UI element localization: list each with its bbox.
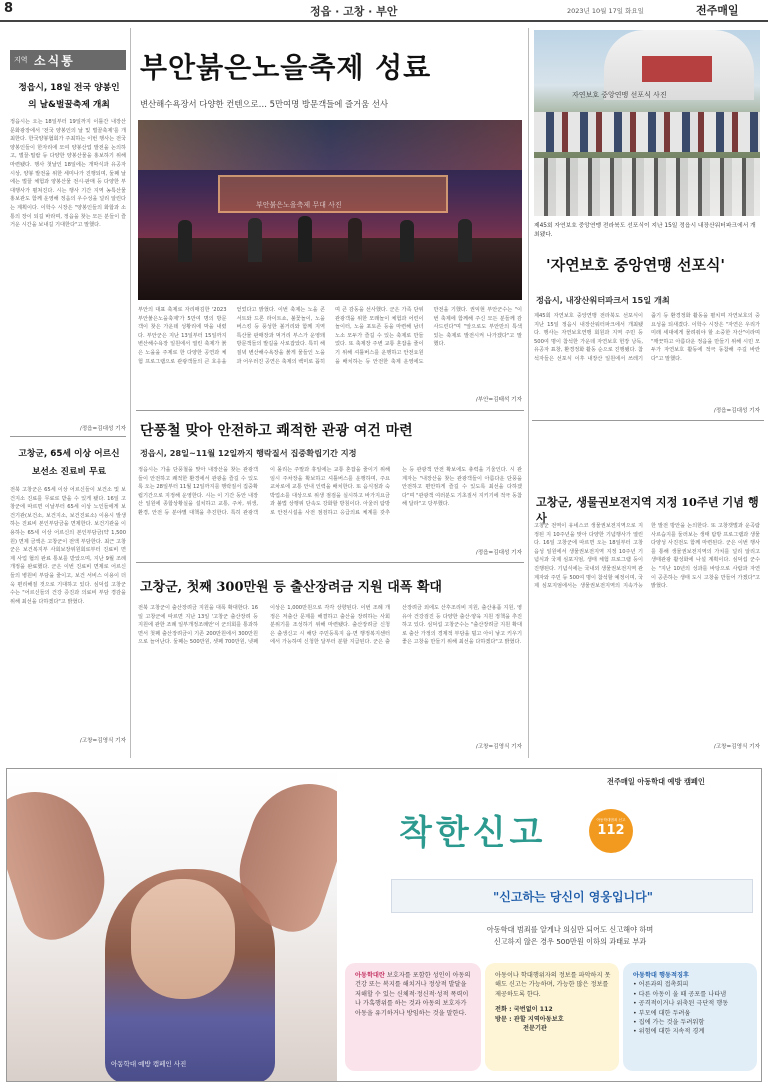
sidebar-tag-region: 지역 <box>14 56 28 64</box>
ad-box3-title: 아동학대 행동적징후 <box>633 972 689 979</box>
birth-body: 전북 고창군이 출산장려금 지원을 대폭 확대한다. 16일 고창군에 따르면 지난 13일 '고창군 출산장려 등 지원에 관한 조례 일부개정조례안'이 군의회를 통과하면서 첫째 출산장려금이 기존 200만원에서 300만원으로 늘어난다. 둘째는 500만원, 셋째 700만원, 넷째 이상은 1,000만원으로 각각 상향된다. 이번 조례 개정은 저출산 문제를 해결하고 출산을 장려하는 사회 분위기를 조성하기 위해 마련됐다. 출산장려금 신청은 출생신고 시 해당 주민등록지 읍·면 행정복지센터에서 가능하며 신청한 달부터 분할 지급된다. 군은 출산장려금 외에도 산후조리비 지원, 출산용품 지원, 영유아 건강검진 등 다양한 출산·양육 지원 정책을 추진하고 있다. 심덕섭 고창군수는 "출산장려금 지원 확대로 출산 가정의 경제적 부담을 덜고 아이 낳고 키우기 좋은 고창을 만들기 위해 최선을 다하겠다"고 밝혔다. <box>138 605 522 646</box>
ad-box3-item: • 부모에 대한 두려움 <box>633 1009 691 1017</box>
ad-logo: 착한신고 <box>399 813 547 853</box>
tourism-credit: /정읍=김대성 기자 <box>475 550 522 556</box>
ad-box2-visit-1: 방문 : 관할 지역아동보호 <box>495 1015 564 1023</box>
masthead <box>0 0 768 20</box>
ad-box-signs <box>623 963 757 1071</box>
gochang-headline: 고창군, 생물권보전지역 지정 10주년 기념 행사 <box>536 495 759 525</box>
nature-credit: /정읍=김대성 기자 <box>713 408 760 414</box>
birth-credit: /고창=김영식 기자 <box>475 744 522 750</box>
brief1-credit: /정읍=김대성 기자 <box>79 426 126 432</box>
ad-box2-visit-2: 전문기관 <box>523 1025 547 1033</box>
paper-name: 전주매일 <box>696 4 739 17</box>
right-column-divider <box>528 28 529 758</box>
sidebar-tag-title: 소식통 <box>34 54 75 68</box>
nature-caption: 제45회 자연보호 중앙연맹 전라북도 선포식이 지난 15일 정읍시 내장산워터파크에서 개최됐다. <box>534 223 756 238</box>
nature-subhead: 정읍시, 내장산워터파크서 15일 개최 <box>536 295 670 305</box>
ad-top-right: 전주매일 아동학대 예방 캠페인 <box>607 777 705 786</box>
issue-date: 2023년 10월 17일 화요일 <box>567 7 644 15</box>
main-body: 부안의 대표 축제로 자리매김한 '2023 부안붉은노을축제'가 5만여 명의 방문객이 찾은 가운데 성황리에 막을 내렸다. 부안군은 지난 13일부터 15일까지 변산해수욕장 일원에서 열린 축제가 붉은 노을을 주제로 한 다양한 공연과 체험 프로그램으로 관광객들의 큰 호응을 얻었다고 밝혔다. 이번 축제는 노을 콘서트와 드론 라이트쇼, 불꽃놀이, 노을 버스킹 등 풍성한 볼거리와 함께 지역 특산물 판매장과 먹거리 부스가 운영돼 방문객들의 발길을 사로잡았다. 특히 해질녘 변산해수욕장을 붉게 물들인 노을과 어우러진 공연은 축제의 백미로 꼽히며 큰 감동을 선사했다. 군은 가족 단위 관광객을 위한 모래놀이 체험과 어린이 놀이터, 노을 포토존 등을 마련해 남녀노소 모두가 즐길 수 있는 축제로 만들었다. 또 축제장 주변 교통 혼잡을 줄이기 위해 셔틀버스를 운행하고 안전요원을 배치하는 등 안전한 축제 운영에도 만전을 기했다. 권익현 부안군수는 "이번 축제에 함께해 주신 모든 분들께 감사드린다"며 "앞으로도 부안만의 특색 있는 축제로 발전시켜 나가겠다"고 말했다. <box>138 307 522 365</box>
ad-badge <box>589 809 633 853</box>
main-headline: 부안붉은노을축제 성료 <box>140 51 432 84</box>
brief2-headline-2: 보선소 진료비 무료 <box>31 467 107 477</box>
gochang-credit: /고창=김영식 기자 <box>713 744 760 750</box>
sidebar-tag <box>10 50 126 70</box>
ad-box3-item: • 집에 가는 것을 두려워함 <box>633 1019 705 1027</box>
tourism-headline: 단풍철 맞아 안전하고 쾌적한 관광 여건 마련 <box>140 423 413 439</box>
tourism-divider <box>136 562 524 563</box>
ad-box-report <box>485 963 619 1071</box>
nature-body: 제45회 자연보호 중앙연맹 전라북도 선포식이 지난 15일 정읍시 내장산워터파크에서 개최됐다. 행사는 자연보호연맹 회원과 지역 주민 등 500여 명이 참석한 가운데 자연보호 헌장 낭독, 유공자 표창, 환경정화 활동 순으로 진행됐다. 참석자들은 선포식 이후 내장산 일원에서 쓰레기 줍기 등 환경정화 활동을 펼치며 자연보호의 중요성을 되새겼다. 이학수 시장은 "자연은 우리가 미래 세대에게 물려줘야 할 소중한 자산"이라며 "깨끗하고 아름다운 정읍을 만들기 위해 시민 모두가 자연보호 활동에 적극 동참해 주길 바란다"고 말했다. <box>534 313 760 362</box>
sidebar-divider <box>130 28 131 758</box>
brief2-body: 전북 고창군은 65세 이상 어르신들이 보건소 및 보건지소 진료를 무료로 받을 수 있게 됐다. 16일 고창군에 따르면 이날부터 65세 이상 노인들에게 보건기관(보건소, 보건지소, 보건진료소) 이용시 발생하는 진료비 본인부담금을 면제한다. 보건기관을 이용하는 65세 이상 어르신의 본인부담금(약 1,500원) 면제 금액은 고창군이 전액 부담한다. 최근 고창군은 보건복지부 사회보장위원회로부터 진료비 면제 사업 협의 완료 통보를 받았으며, 지난 9월 조례 개정을 완료했다. 군은 이번 진료비 면제로 어르신들의 병원비 부담을 줄이고, 보건 서비스 이용이 더욱 편리해질 것으로 기대하고 있다. 심덕섭 고창군수는 "어르신들의 건강 증진과 의료비 부담 경감을 위해 최선을 다하겠다"고 밝혔다. <box>10 487 126 605</box>
ad-box3-item: • 위험에 대한 지속적 경계 <box>633 1028 705 1036</box>
ad-badge-number: 112 <box>597 823 625 838</box>
brief1-headline-1: 정읍시, 18일 전국 양봉인 <box>18 83 120 93</box>
brief1-headline-2: 의 날&벌꿀축제 개최 <box>28 100 110 110</box>
ad-box1-body: 보호자를 포함한 성인이 아동의 건강 또는 복지를 해치거나 정상적 발달을 저해할 수 있는 신체적·정신적·성적 폭력이나 가혹행위를 하는 것과 아동의 보호자가 아동을 유기하거나 방임하는 것을 말한다. <box>355 972 471 1017</box>
page-number: 8 <box>4 1 14 16</box>
brief1-body: 정읍시는 오는 18일부터 19일까지 이틀간 내장산문화광장에서 '전국 양봉인의 날 및 벌꿀축제'를 개최한다. 한국양봉협회가 주최하는 이번 행사는 전국 양봉인들이 한자리에 모여 양봉산업 발전을 논의하고, 벌꿀·밀랍 등 다양한 양봉산물을 홍보하기 위해 마련됐다. 행사 첫날인 18일에는 개막식과 유공자 시상, 양봉 발전을 위한 세미나가 진행되며, 둘째 날에는 벌꿀 체험과 양봉산물 전시·판매 등 다양한 부대행사가 펼쳐진다. 시는 행사 기간 지역 농특산물 홍보관도 함께 운영해 정읍의 우수성을 널리 알린다는 계획이다. 이학수 시장은 "양봉인들의 화합과 소통의 장이 되길 바라며, 정읍을 찾는 모든 분들이 즐거운 시간을 보내길 기대한다"고 말했다. <box>10 119 126 229</box>
brief2-headline-1: 고창군, 65세 이상 어르신 <box>18 449 120 459</box>
gochang-body: 고창군 전역이 유네스코 생물권보전지역으로 지정된 지 10주년을 맞아 다양한 기념행사가 열린다. 16일 고창군에 따르면 오는 18일부터 고창읍성 일원에서 생물권보전지역 지정 10주년 기념식과 국제 심포지엄, 생태 체험 프로그램 등이 진행된다. 기념식에는 국내외 생물권보전지역 관계자와 주민 등 500여 명이 참석할 예정이며, 국제 심포지엄에서는 생물권보전지역의 지속가능한 발전 방안을 논의한다. 또 고창갯벌과 운곡람사르습지를 둘러보는 생태 탐방 프로그램과 생물다양성 사진전도 함께 마련된다. 군은 이번 행사를 통해 생물권보전지역의 가치를 널리 알리고 생태관광 활성화에 나설 계획이다. 심덕섭 군수는 "지난 10년의 성과를 바탕으로 사람과 자연이 공존하는 생태 도시 고창을 만들어 가겠다"고 밝혔다. <box>534 523 760 590</box>
ad-box3-item: • 공격적이거나 위축된 극단적 행동 <box>633 1000 729 1008</box>
ad-photo <box>7 769 337 1082</box>
tourism-body: 정읍시는 가을 단풍철을 맞아 내장산을 찾는 관광객들이 안전하고 쾌적한 환경에서 관광을 즐길 수 있도록 오는 28일부터 11월 12일까지를 행락질서 집중확립기간으로 지정해 운영한다. 시는 이 기간 동안 내장산 일원에 종합상황실을 설치하고 교통, 주차, 위생, 환경, 안전 등 분야별 대책을 추진한다. 특히 관광객이 몰리는 주말과 휴일에는 교통 혼잡을 줄이기 위해 임시 주차장을 확보하고 셔틀버스를 운행하며, 주요 교차로에 교통 안내 인력을 배치한다. 또 음식점과 숙박업소를 대상으로 위생 점검을 실시하고 바가지요금과 불법 상행위 단속도 강화할 방침이다. 아울러 탐방로 안전시설을 사전 점검하고 응급의료 체계를 갖추는 등 관광객 안전 확보에도 총력을 기울인다. 시 관계자는 "내장산을 찾는 관광객들이 아름다운 단풍을 안전하고 편안하게 즐길 수 있도록 최선을 다하겠다"며 "관광객 여러분도 기초질서 지키기에 적극 동참해 달라"고 당부했다. <box>138 467 522 516</box>
ad-box2-phone: 전화 : 국번없이 112 <box>495 1006 553 1014</box>
ad-badge-small: 아동학대범죄 신고 <box>596 818 626 822</box>
ad-photo-label: 아동학대 예방 캠페인 사진 <box>111 1060 187 1068</box>
main-divider <box>136 410 524 411</box>
brief2-credit: /고창=김영식 기자 <box>79 738 126 744</box>
nature-headline: '자연보호 중앙연맹 선포식' <box>546 256 726 274</box>
ad-desc-1: 아동학대 범죄를 알게나 의심만 되어도 신고해야 하며 <box>486 925 654 934</box>
section-title: 정읍 · 고창 · 부안 <box>310 5 398 18</box>
ad-box3-item: • 어른과의 접촉회피 <box>633 981 689 989</box>
main-photo <box>138 120 522 300</box>
sidebar <box>10 50 126 755</box>
masthead-rule <box>0 20 768 22</box>
main-subhead: 변산해수욕장서 다양한 컨텐으로… 5만여명 방문객들에 즐거움 선사 <box>140 99 389 109</box>
brief-divider <box>10 436 126 437</box>
nature-photo <box>534 30 760 216</box>
ad-slogan: "신고하는 당신이 영웅입니다" <box>493 890 653 904</box>
nature-divider <box>532 420 764 421</box>
tourism-subhead: 정읍시, 28일~11월 12일까지 행락질서 집중확립기간 지정 <box>140 448 357 458</box>
ad-desc-2: 신고하지 않은 경우 500만원 이하의 과태료 부과 <box>493 937 647 946</box>
ad-box1-title: 아동학대란 <box>355 972 385 979</box>
ad-box3-item: • 다른 아동이 울 때 공포를 나타냄 <box>633 990 727 998</box>
ad-box2-body: 아동이나 학대행위자의 정보를 파악하지 못해도 신고는 가능하며, 가능한 많은 정보를 제공하도록 한다. <box>495 972 611 998</box>
ad-slogan-box <box>391 879 753 913</box>
birth-headline: 고창군, 첫째 300만원 등 출산장려금 지원 대폭 확대 <box>140 580 442 595</box>
main-credit: /부안=김태석 기자 <box>475 397 522 403</box>
main-photo-label: 부안붉은노을축제 무대 사진 <box>256 201 342 209</box>
ad-box-definition <box>345 963 481 1071</box>
ad-campaign <box>6 768 762 1082</box>
nature-photo-label: 자연보호 중앙연맹 선포식 사진 <box>572 91 667 99</box>
